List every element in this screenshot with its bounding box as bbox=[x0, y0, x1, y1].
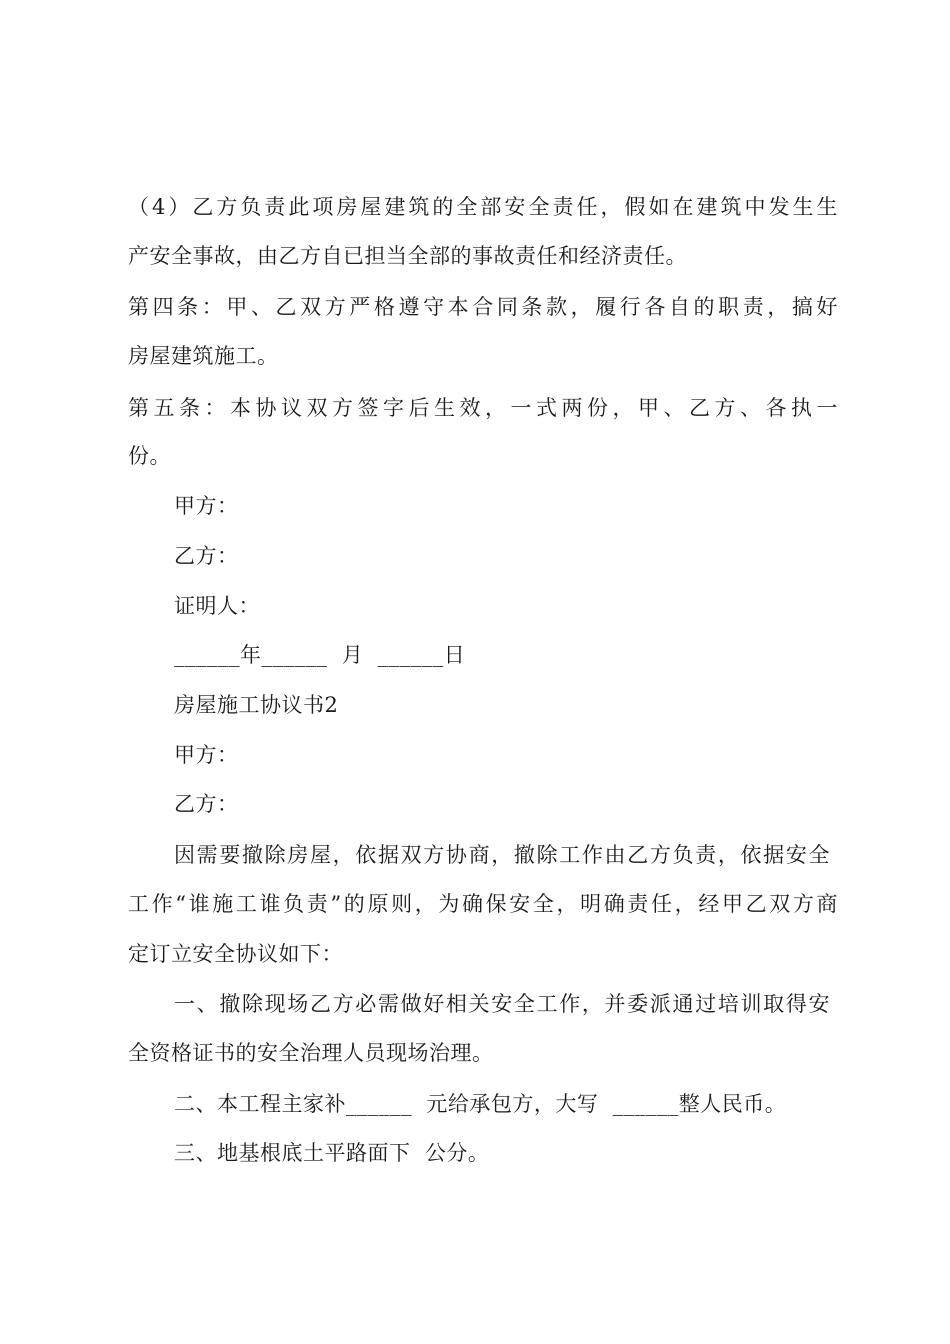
paragraph-line: 第四条：甲、乙双方严格遵守本合同条款，履行各自的职责，搞好 bbox=[128, 295, 838, 319]
signature-witness: 证明人： bbox=[174, 594, 260, 618]
paragraph-line: 因需要撤除房屋，依据双方协商，撤除工作由乙方负责，依据安全 bbox=[174, 843, 830, 867]
date-line: ______年______ 月 ______日 bbox=[174, 643, 466, 667]
section-title: 房屋施工协议书2 bbox=[174, 693, 339, 717]
party-a-label: 甲方： bbox=[174, 743, 239, 767]
paragraph-line: 二、本工程主家补______ 元给承包方，大写 ______整人民币。 bbox=[174, 1092, 787, 1116]
paragraph-line: 工作“谁施工谁负责”的原则，为确保安全，明确责任，经甲乙双方商 bbox=[128, 892, 838, 916]
paragraph-line: 全资格证书的安全治理人员现场治理。 bbox=[128, 1041, 494, 1065]
paragraph-line: 定订立安全协议如下： bbox=[128, 942, 343, 966]
signature-party-a: 甲方： bbox=[174, 494, 239, 518]
paragraph-line: 三、地基根底土平路面下 公分。 bbox=[174, 1141, 490, 1165]
paragraph-line: 房屋建筑施工。 bbox=[128, 344, 279, 368]
paragraph-line: 产安全事故，由乙方自已担当全部的事故责任和经济责任。 bbox=[128, 244, 687, 268]
paragraph-line: （4）乙方负责此项房屋建筑的全部安全责任，假如在建筑中发生生 bbox=[128, 195, 838, 219]
paragraph-line: 第五条：本协议双方签字后生效，一式两份，甲、乙方、各执一 bbox=[128, 396, 838, 420]
signature-party-b: 乙方： bbox=[174, 544, 239, 568]
paragraph-line: 一、撤除现场乙方必需做好相关安全工作，并委派通过培训取得安 bbox=[174, 992, 830, 1016]
party-b-label: 乙方： bbox=[174, 792, 239, 816]
paragraph-line: 份。 bbox=[128, 444, 171, 468]
